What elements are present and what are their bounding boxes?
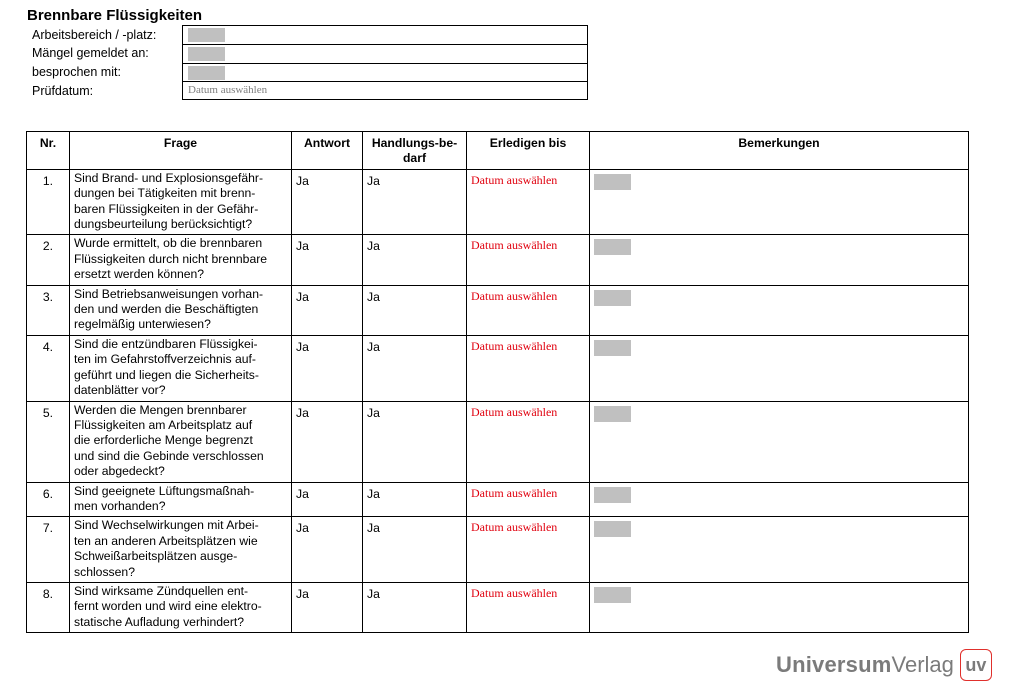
answer-select[interactable]: Ja: [292, 235, 363, 285]
question-text: Sind Wechselwirkungen mit Arbei- ten an anderen Arbeitsplätzen wie Schweißarbeitsplätzen ausge- schlossen?: [70, 517, 292, 583]
row-number: 7.: [27, 517, 70, 583]
label-arbeitsbereich: Arbeitsbereich / -platz:: [32, 28, 157, 42]
header-bemerkungen: Bemerkungen: [590, 132, 969, 170]
table-row: [27, 335, 969, 401]
date-picker[interactable]: Datum auswählen: [471, 338, 558, 353]
label-maengel-gemeldet: Mängel gemeldet an:: [32, 46, 149, 60]
date-picker[interactable]: Datum auswählen: [471, 172, 558, 187]
question-text: Sind Brand- und Explosionsgefähr- dungen bei Tätigkeiten mit brenn- baren Flüssigkeiten in der Gefähr- dungsbeurteilung berücksichtigt?: [70, 169, 292, 235]
bemerkung-input[interactable]: [594, 340, 631, 356]
question-text: Sind wirksame Zündquellen ent- fernt worden und wird eine elektro- statische Aufladung verhindert?: [70, 582, 292, 632]
row-number: 1.: [27, 169, 70, 235]
bemerkungen-cell: [590, 169, 969, 235]
erledigen-bis-cell: [467, 582, 590, 632]
field-besprochen-mit[interactable]: [182, 63, 588, 82]
field-arbeitsbereich[interactable]: [182, 25, 588, 45]
date-picker[interactable]: Datum auswählen: [471, 238, 558, 253]
header-erledigen-bis: Erledigen bis: [467, 132, 590, 170]
logo-text-regular: Verlag: [891, 652, 954, 677]
answer-select[interactable]: Ja: [292, 482, 363, 517]
handlungsbedarf-select[interactable]: Ja: [363, 335, 467, 401]
label-pruefdatum: Prüfdatum:: [32, 84, 94, 98]
pruefdatum-date-picker[interactable]: Datum auswählen: [188, 84, 268, 96]
bemerkungen-cell: [590, 582, 969, 632]
uv-badge-icon: uv: [960, 649, 992, 681]
table-header-row: [27, 132, 969, 170]
erledigen-bis-cell: [467, 335, 590, 401]
row-number: 4.: [27, 335, 70, 401]
date-picker[interactable]: Datum auswählen: [471, 520, 558, 535]
table-row: [27, 401, 969, 482]
bemerkungen-cell: [590, 235, 969, 285]
date-picker[interactable]: Datum auswählen: [471, 288, 558, 303]
field-pruefdatum[interactable]: [182, 81, 588, 100]
question-text: Wurde ermittelt, ob die brennbaren Flüssigkeiten durch nicht brennbare ersetzt werden können?: [70, 235, 292, 285]
logo-text-bold: Universum: [776, 652, 892, 677]
handlungsbedarf-select[interactable]: Ja: [363, 482, 467, 517]
erledigen-bis-cell: [467, 401, 590, 482]
table-row: [27, 482, 969, 517]
bemerkung-input[interactable]: [594, 406, 631, 422]
question-text: Sind die entzündbaren Flüssigkei- ten im Gefahrstoffverzeichnis auf- geführt und liegen die Sicherheits- datenblätter vor?: [70, 335, 292, 401]
bemerkungen-cell: [590, 482, 969, 517]
gray-input-fill: [188, 47, 225, 61]
table-row: [27, 235, 969, 285]
header-handlungsbedarf: Handlungs-be- darf: [363, 132, 467, 170]
table-row: [27, 517, 969, 583]
handlungsbedarf-select[interactable]: Ja: [363, 235, 467, 285]
bemerkung-input[interactable]: [594, 239, 631, 255]
date-picker[interactable]: Datum auswählen: [471, 585, 558, 600]
header-frage: Frage: [70, 132, 292, 170]
handlungsbedarf-select[interactable]: Ja: [363, 517, 467, 583]
document-title: Brennbare Flüssigkeiten: [27, 7, 203, 24]
label-besprochen-mit: besprochen mit:: [32, 65, 121, 79]
date-picker[interactable]: Datum auswählen: [471, 485, 558, 500]
erledigen-bis-cell: [467, 517, 590, 583]
universum-verlag-logo: [776, 649, 992, 681]
row-number: 5.: [27, 401, 70, 482]
table-row: [27, 169, 969, 235]
answer-select[interactable]: Ja: [292, 401, 363, 482]
bemerkung-input[interactable]: [594, 174, 631, 190]
question-text: Sind Betriebsanweisungen vorhan- den und werden die Beschäftigten regelmäßig unterwiesen?: [70, 285, 292, 335]
bemerkung-input[interactable]: [594, 290, 631, 306]
handlungsbedarf-select[interactable]: Ja: [363, 285, 467, 335]
answer-select[interactable]: Ja: [292, 169, 363, 235]
bemerkung-input[interactable]: [594, 587, 631, 603]
answer-select[interactable]: Ja: [292, 335, 363, 401]
handlungsbedarf-select[interactable]: Ja: [363, 169, 467, 235]
table-row: [27, 285, 969, 335]
header-antwort: Antwort: [292, 132, 363, 170]
bemerkungen-cell: [590, 401, 969, 482]
bemerkungen-cell: [590, 335, 969, 401]
bemerkung-input[interactable]: [594, 487, 631, 503]
row-number: 8.: [27, 582, 70, 632]
erledigen-bis-cell: [467, 285, 590, 335]
header-nr: Nr.: [27, 132, 70, 170]
field-maengel-gemeldet[interactable]: [182, 44, 588, 64]
bemerkungen-cell: [590, 285, 969, 335]
checklist-table: [26, 131, 969, 633]
answer-select[interactable]: Ja: [292, 517, 363, 583]
date-picker[interactable]: Datum auswählen: [471, 404, 558, 419]
erledigen-bis-cell: [467, 235, 590, 285]
erledigen-bis-cell: [467, 169, 590, 235]
handlungsbedarf-select[interactable]: Ja: [363, 582, 467, 632]
question-text: Sind geeignete Lüftungsmaßnah- men vorhanden?: [70, 482, 292, 517]
row-number: 6.: [27, 482, 70, 517]
handlungsbedarf-select[interactable]: Ja: [363, 401, 467, 482]
table-row: [27, 582, 969, 632]
erledigen-bis-cell: [467, 482, 590, 517]
answer-select[interactable]: Ja: [292, 582, 363, 632]
answer-select[interactable]: Ja: [292, 285, 363, 335]
bemerkung-input[interactable]: [594, 521, 631, 537]
row-number: 2.: [27, 235, 70, 285]
bemerkungen-cell: [590, 517, 969, 583]
question-text: Werden die Mengen brennbarer Flüssigkeiten am Arbeitsplatz auf die erforderliche Menge begrenzt und sind die Gebinde verschlossen oder abgedeckt?: [70, 401, 292, 482]
row-number: 3.: [27, 285, 70, 335]
gray-input-fill: [188, 28, 225, 42]
gray-input-fill: [188, 66, 225, 80]
